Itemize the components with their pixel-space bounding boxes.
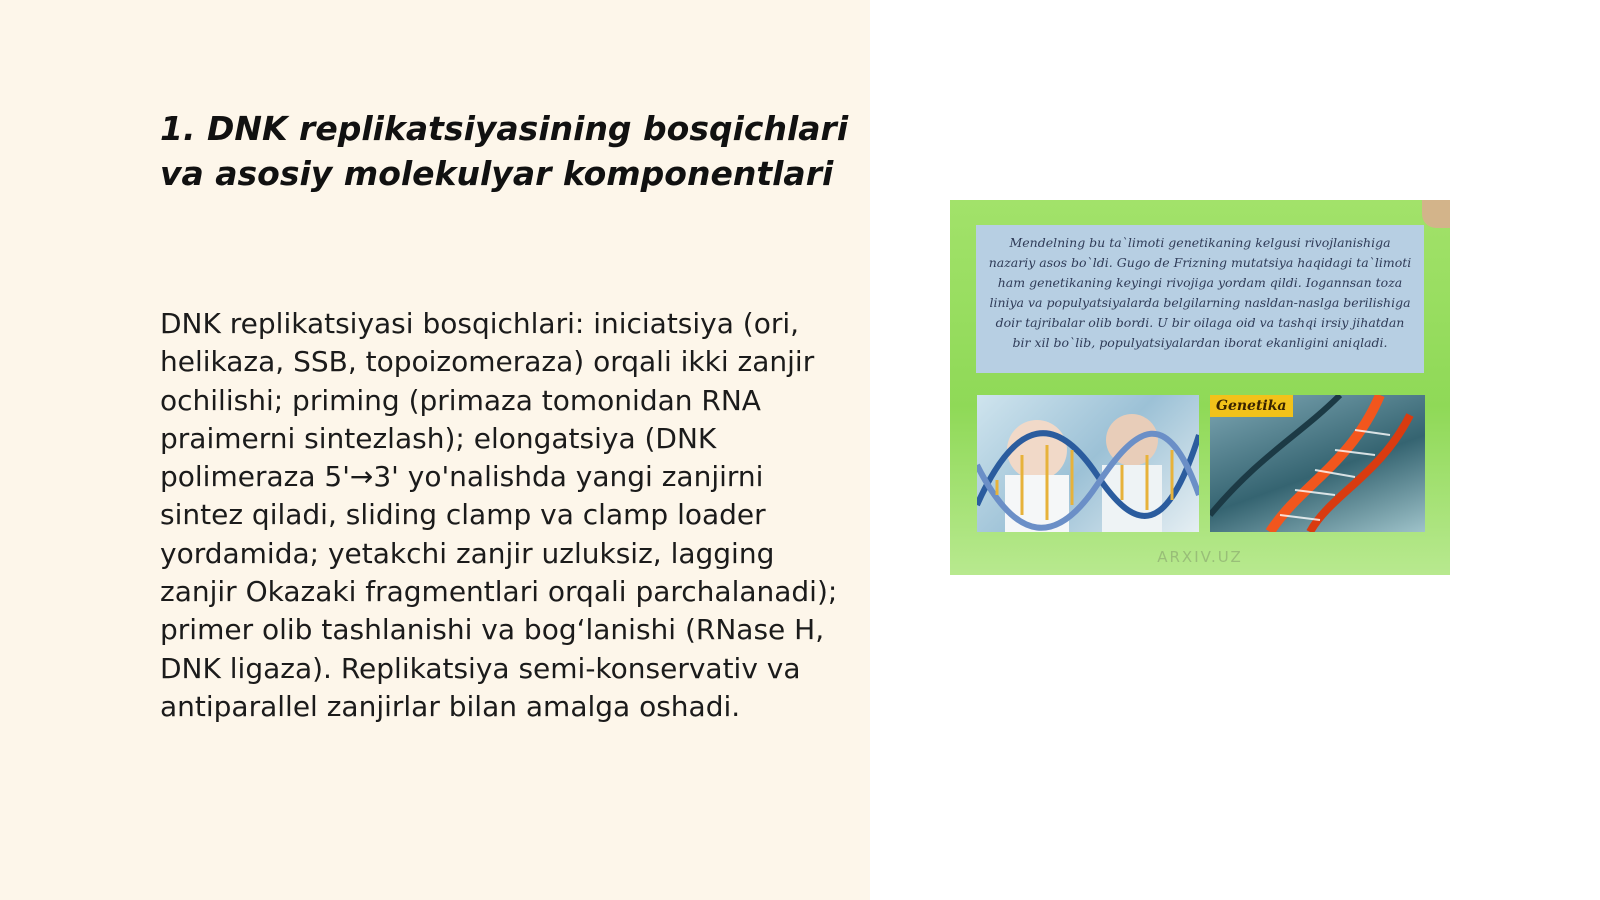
slide-title bbox=[160, 106, 860, 196]
figure-text-box bbox=[976, 225, 1424, 373]
scientist-dna-photo bbox=[977, 395, 1199, 532]
slide-body-text: DNK replikatsiyasi bosqichlari: iniciatsiya (ori, helikaza, SSB, topoizomeraza) orqali ikki zanjir ochilishi; priming (primaza tomonidan RNA praimerni sintezlash); elongatsiya (DNK polimeraza 5'→3' yo'nalishda yangi zanjirni sintez qiladi, sliding clamp va clamp loader yordamida; yetakchi zanjir uzluksiz, lagging zanjir Okazaki fragmentlari orqali parchalanadi); primer olib tashlanishi va bog‘lanishi (RNase H, DNK ligaza). Replikatsiya semi-konservativ va antiparallel zanjirlar bilan amalga oshadi. bbox=[160, 307, 838, 723]
genetika-dna-photo bbox=[1210, 395, 1425, 532]
watermark: ARXIV.UZ bbox=[1157, 548, 1243, 566]
genetika-badge: Genetika bbox=[1210, 395, 1293, 417]
figure-caption: Mendelning bu ta`limoti genetikaning kelgusi rivojlanishiga nazariy asos bo`ldi. Gugo de Frizning mutatsiya haqidagi ta`limoti ham genetikaning keyingi rivojiga yordam qildi. Iogannsan toza liniya va populyatsiyalarda belgilarning nasldan-naslga berilishiga doir tajribalar olib bordi. U bir oilaga oid va tashqi irsiy jihatdan bir xil bo`lib, populyatsiyalardan iborat ekanligini aniqladi. bbox=[988, 235, 1412, 350]
dna-helix-illustration bbox=[977, 395, 1199, 532]
slide-title-line-1: 1. DNK replikatsiyasining bosqichlari bbox=[160, 109, 849, 148]
textbook-image bbox=[950, 200, 1450, 575]
corner-decoration bbox=[1422, 200, 1450, 228]
slide-title-line-2: va asosiy molekulyar komponentlari bbox=[160, 154, 834, 193]
